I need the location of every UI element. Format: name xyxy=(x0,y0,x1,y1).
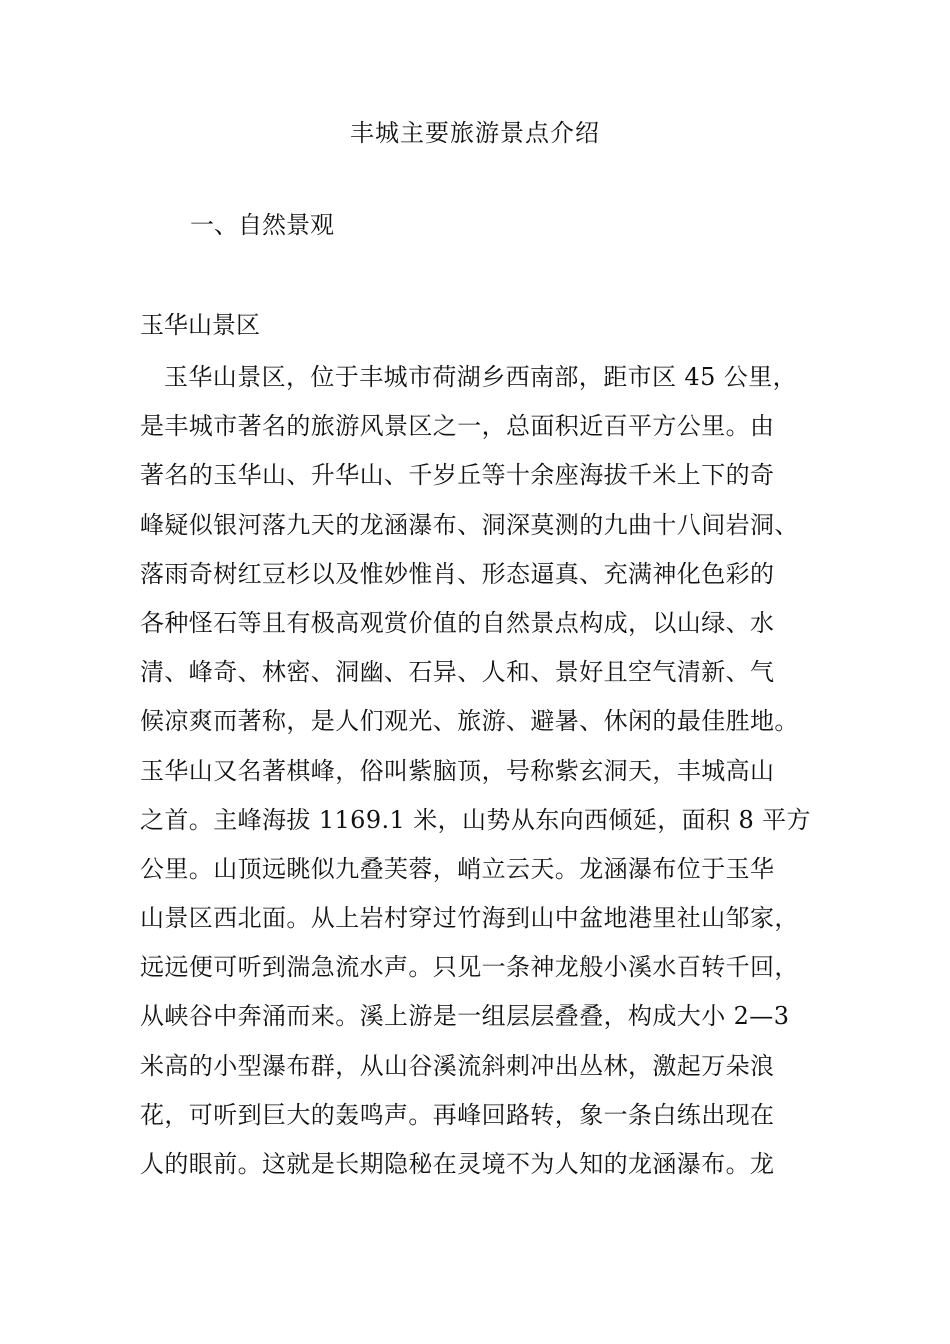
subsection-heading: 玉华山景区 xyxy=(140,311,260,339)
text-line: 玉华山景区，位于丰城市荷湖乡西南部，距市区 45 公里， xyxy=(164,363,797,391)
text-line: 候凉爽而著称，是人们观光、旅游、避暑、休闲的最佳胜地。 xyxy=(140,707,799,736)
text-line: 峰疑似银河落九天的龙涵瀑布、洞深莫测的九曲十八间岩洞、 xyxy=(140,510,799,539)
text-line: 之首。主峰海拔 1169.1 米，山势从东向西倾延，面积 8 平方 xyxy=(140,805,811,834)
text-line: 清、峰奇、林密、洞幽、石异、人和、景好且空气清新、气 xyxy=(140,658,775,687)
text-line: 从峡谷中奔涌而来。溪上游是一组层层叠叠，构成大小 2—3 xyxy=(140,1002,790,1031)
section-heading: 一、自然景观 xyxy=(190,211,334,239)
text-line: 著名的玉华山、升华山、千岁丘等十余座海拔千米上下的奇 xyxy=(140,461,775,490)
text-line: 公里。山顶远眺似九叠芙蓉，峭立云天。龙涵瀑布位于玉华 xyxy=(140,854,775,883)
body-paragraph xyxy=(140,353,840,1189)
text-line: 花，可听到巨大的轰鸣声。再峰回路转，象一条白练出现在 xyxy=(140,1100,775,1129)
text-line: 人的眼前。这就是长期隐秘在灵境不为人知的龙涵瀑布。龙 xyxy=(140,1150,775,1178)
text-line: 是丰城市著名的旅游风景区之一，总面积近百平方公里。由 xyxy=(140,412,775,441)
text-line: 米高的小型瀑布群，从山谷溪流斜刺冲出丛林，激起万朵浪 xyxy=(140,1051,775,1080)
text-line: 各种怪石等且有极高观赏价值的自然景点构成，以山绿、水 xyxy=(140,608,775,637)
text-line: 玉华山又名著棋峰，俗叫紫脑顶，号称紫玄洞天，丰城高山 xyxy=(140,756,775,785)
text-line: 落雨奇树红豆杉以及惟妙惟肖、形态逼真、充满神化色彩的 xyxy=(140,559,775,588)
text-line: 山景区西北面。从上岩村穿过竹海到山中盆地港里社山邹家， xyxy=(140,904,799,933)
text-line: 远远便可听到湍急流水声。只见一条神龙般小溪水百转千回， xyxy=(140,953,799,982)
document-title: 丰城主要旅游景点介绍 xyxy=(350,119,600,147)
